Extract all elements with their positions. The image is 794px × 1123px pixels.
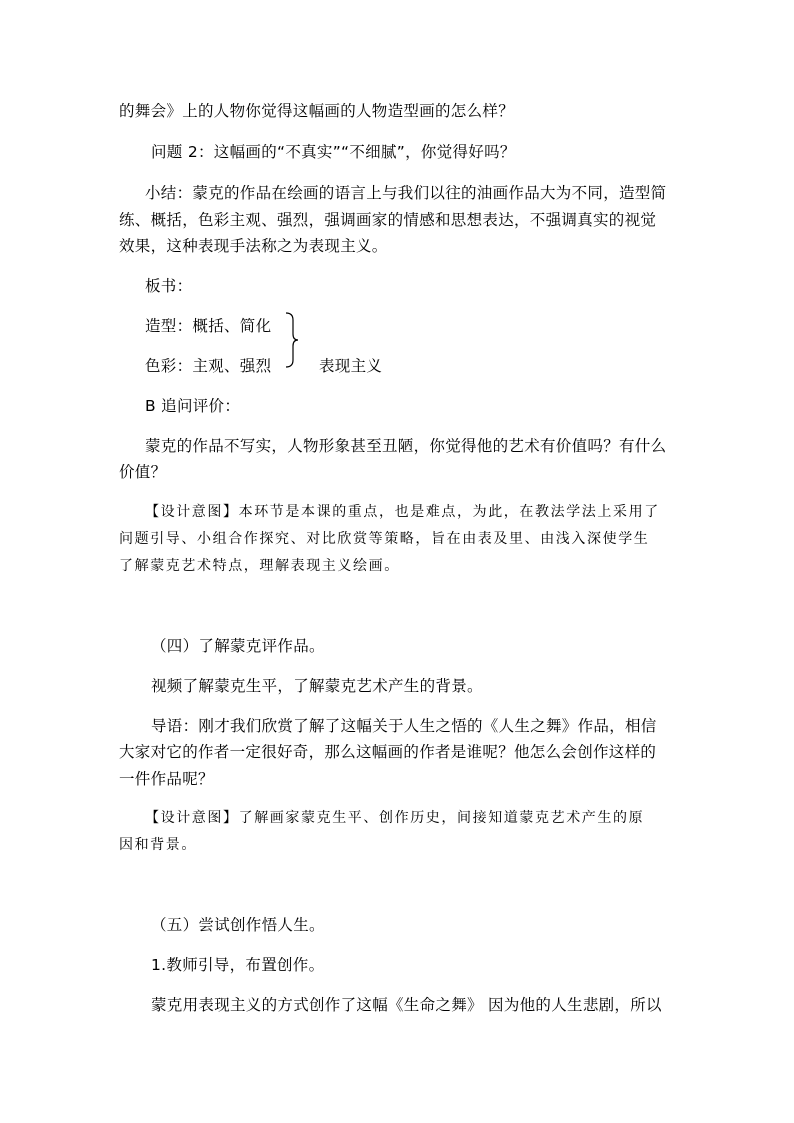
design-note-line: 问题引导、小组合作探究、对比欣赏等策略，旨在由表及里、由浅入深使学生	[119, 531, 650, 547]
text-line: B 追问评价：	[145, 397, 241, 415]
text-line: 大家对它的作者一定很好奇，那么这幅画的作者是谁呢？他怎么会创作这样的	[119, 743, 657, 761]
section-heading: （五）尝试创作悟人生。	[151, 916, 325, 934]
text-line: 导语：刚才我们欣赏了解了这幅关于人生之悟的《人生之舞》作品，相信	[151, 717, 657, 735]
text-line: 蒙克的作品不写实，人物形象甚至丑陋，你觉得他的艺术有价值吗？有什么	[145, 437, 667, 455]
design-note-line: 了解蒙克艺术特点，理解表现主义绘画。	[119, 558, 400, 574]
text-line: 1.教师引导，布置创作。	[151, 956, 325, 974]
text-line: 价值？	[119, 463, 167, 481]
text-line: 蒙克用表现主义的方式创作了这幅《生命之舞》 因为他的人生悲剧，所以	[151, 996, 662, 1014]
text-line: 效果，这种表现手法称之为表现主义。	[119, 237, 388, 255]
text-line: 色彩：主观、强烈	[145, 357, 272, 375]
text-line: 表现主义	[319, 357, 383, 375]
text-line: 问题 2：这幅画的“不真实”“不细腻”，你觉得好吗？	[151, 143, 516, 161]
curly-brace-icon	[284, 312, 300, 368]
text-line: 的舞会》上的人物你觉得这幅画的人物造型画的怎么样？	[119, 102, 515, 120]
text-line: 板书：	[145, 277, 193, 295]
section-heading: （四）了解蒙克评作品。	[151, 637, 325, 655]
text-line: 一件作品呢？	[119, 770, 214, 788]
design-note-line: 【设计意图】了解画家蒙克生平、创作历史，间接知道蒙克艺术产生的原	[145, 810, 645, 826]
text-line: 造型：概括、简化	[145, 317, 272, 335]
text-line: 练、概括，色彩主观、强烈，强调画家的情感和思想表达，不强调真实的视觉	[119, 211, 657, 229]
design-note-line: 【设计意图】本环节是本课的重点，也是难点，为此，在教法学法上采用了	[145, 504, 660, 520]
design-note-line: 因和背景。	[119, 837, 197, 853]
text-line: 小结：蒙克的作品在绘画的语言上与我们以往的油画作品大为不同，造型简	[145, 184, 667, 202]
text-line: 视频了解蒙克生平，了解蒙克艺术产生的背景。	[151, 677, 483, 695]
